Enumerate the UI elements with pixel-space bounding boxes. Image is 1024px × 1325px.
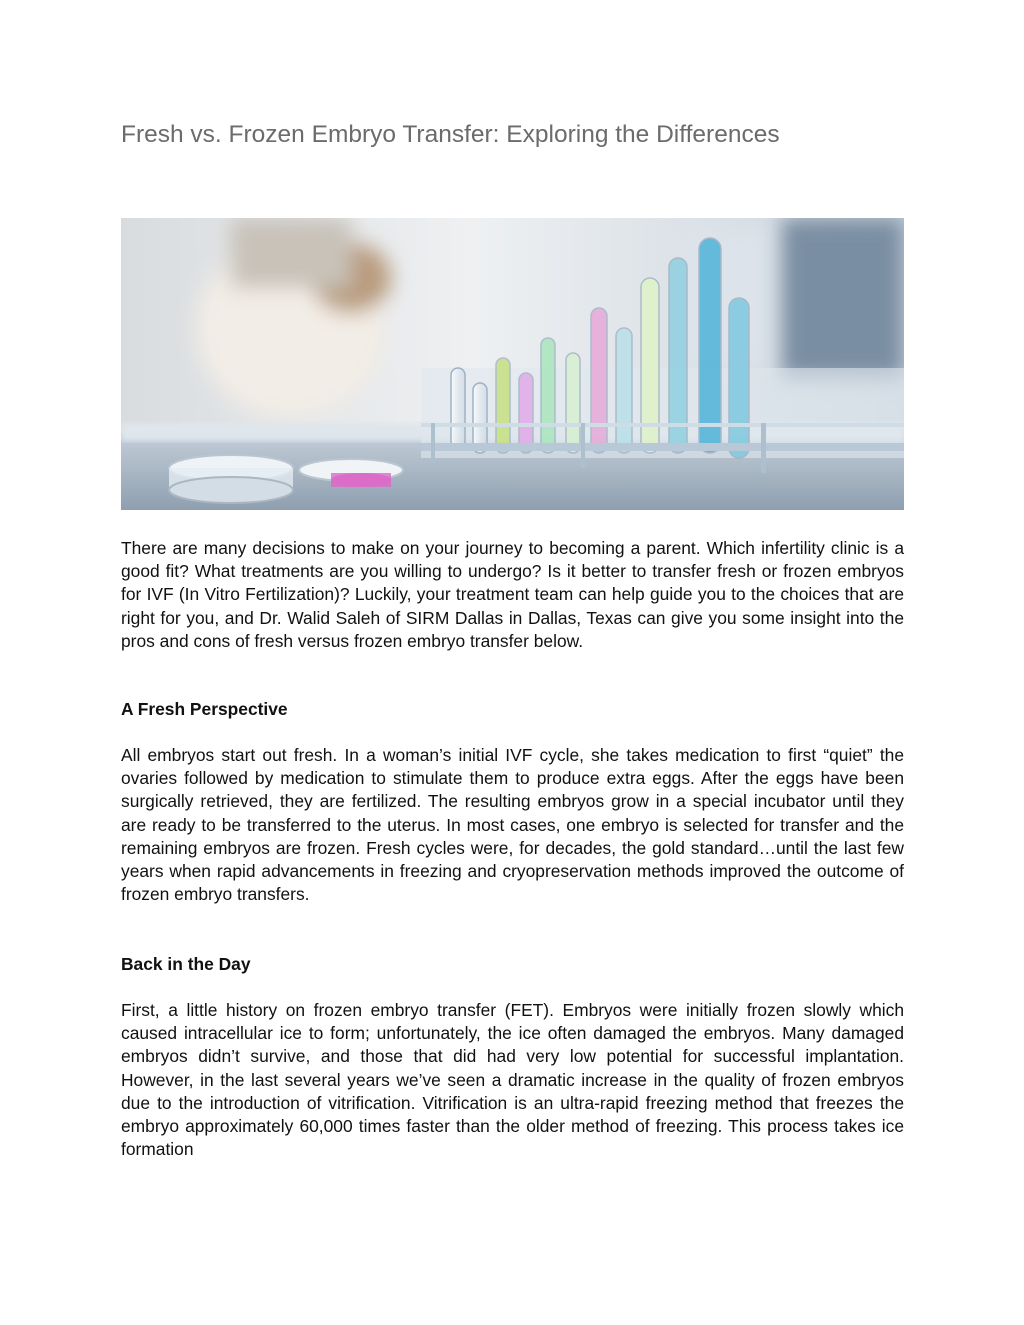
section-heading-fresh: A Fresh Perspective [121,699,288,719]
hero-image [121,218,904,510]
intro-paragraph: There are many decisions to make on your journey to becoming a parent. Which infertility clinic is a good fit? What treatments are you willing to undergo? Is it better to transfer fresh or frozen embryos for IVF (In Vitro Fertilization)? Luckily, your treatment team can help guide you to the choices that are right for you, and Dr. Walid Saleh of SIRM Dallas in Dallas, Texas can give you some insight into the pros and cons of fresh versus frozen embryo transfer below. [121,538,904,651]
fresh-paragraph: All embryos start out fresh. In a woman’s initial IVF cycle, she takes medication to first “quiet” the ovaries followed by medication to stimulate them to produce extra eggs. After the eggs have been surgically retrieved, they are fertilized. The resulting embryos grow in a special incubator until they are ready to be transferred to the uterus. In most cases, one embryo is selected for transfer and the remaining embryos are frozen. Fresh cycles were, for decades, the gold standard…until the last few years when rapid advancements in freezing and cryopreservation methods improved the outcome of frozen embryo transfers. [121,745,904,905]
section-heading-history: Back in the Day [121,954,251,974]
lab-test-tubes-photo-icon [121,218,904,510]
page-title: Fresh vs. Frozen Embryo Transfer: Exploring the Differences [121,121,780,148]
history-paragraph: First, a little history on frozen embryo transfer (FET). Embryos were initially frozen slowly which caused intracellular ice to form; unfortunately, the ice often damaged the embryos. Many damaged embryos didn’t survive, and those that did had very low potential for successful implantation. However, in the last several years we’ve seen a dramatic increase in the quality of frozen embryos due to the introduction of vitrification. Vitrification is an ultra-rapid freezing method that freezes the embryo approximately 60,000 times faster than the older method of freezing. This process takes ice formation [121,1000,904,1160]
